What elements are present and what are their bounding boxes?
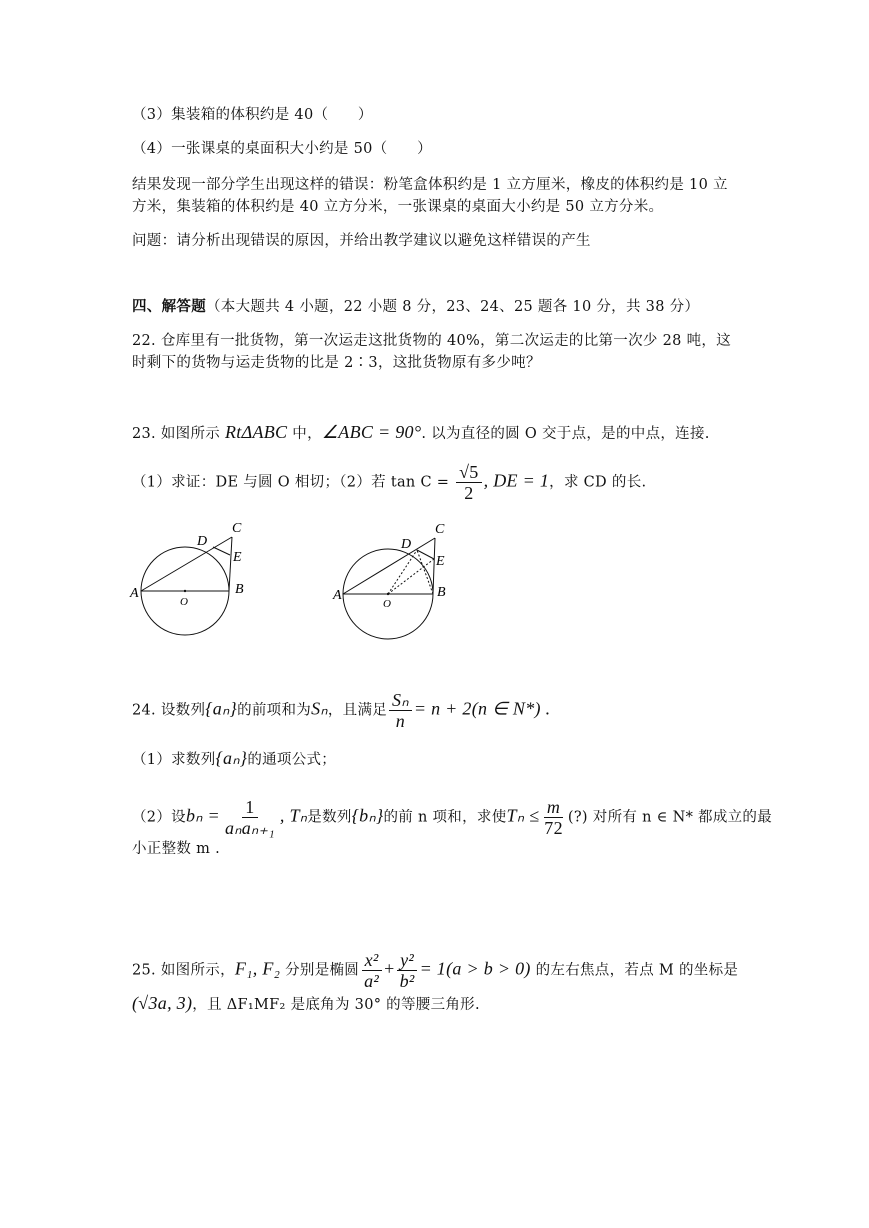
- label-A: A: [130, 586, 139, 601]
- q24-Tn: Tₙ ≤: [506, 805, 540, 826]
- q24-seq: {aₙ}: [205, 698, 238, 719]
- label-B: B: [437, 585, 446, 600]
- q23-num: 23. 如图所示: [132, 426, 221, 442]
- q23-part1: （1）求证：DE 与圆 O 相切；（2）若 tan C =: [132, 474, 455, 491]
- q24-stem: [132, 690, 550, 731]
- section4-header: [132, 296, 699, 318]
- q25-fx-num: x²: [362, 950, 382, 971]
- q24-Tn-def: , Tₙ: [279, 805, 308, 826]
- q24-bseq: {bₙ}: [351, 805, 384, 826]
- q23-stem: [132, 421, 710, 445]
- q24-p2c: 是数列: [307, 809, 352, 826]
- label-C: C: [435, 522, 445, 537]
- q25-line1: [132, 950, 738, 991]
- q25-line2: [132, 992, 480, 1016]
- q24-eq: = n + 2(n ∈ N*) .: [413, 698, 551, 719]
- q24-line1a: 24. 设数列: [132, 702, 206, 719]
- q24-bn-fraction: [222, 797, 278, 838]
- q25-fy-num: y²: [397, 950, 417, 971]
- q25-plus: +: [384, 958, 395, 979]
- q24-line1c: ，且满足: [327, 702, 388, 719]
- q24-p1b: 的通项公式；: [247, 752, 337, 768]
- label-C: C: [232, 521, 242, 536]
- q23-parts: [132, 462, 646, 503]
- q23-frac-den: 2: [464, 483, 474, 503]
- label-E: E: [233, 550, 242, 565]
- q24-p2e: (?) 对所有 n ∈ N* 都成立的最: [567, 809, 773, 826]
- q25-line2c: 是底角为 30° 的等腰三角形.: [285, 997, 480, 1013]
- q25-b: 分别是椭圆: [280, 962, 360, 979]
- q24-part2: [132, 797, 772, 838]
- q24-seq2: {aₙ}: [215, 748, 248, 768]
- label-E: E: [436, 554, 445, 569]
- q24-bn: bₙ =: [185, 805, 220, 826]
- q23-rest: . 以为直径的圆 O 交于点，是的中点，连接.: [421, 426, 710, 442]
- section4-desc: （本大题共 4 小题，22 小题 8 分，23、24、25 题各 10 分，共 38 分）: [206, 299, 700, 315]
- q25-c: 的左右焦点，若点 M 的坐标是: [530, 962, 739, 979]
- q23-angle: ∠ABC = 90°: [321, 422, 422, 442]
- q21-result-line2: 方米，集装箱的体积约是 40 立方分米，一张课桌的桌面大小约是 50 立方分米。: [132, 199, 664, 215]
- label-D: D: [197, 534, 208, 549]
- q23-triangle: RtΔABC: [225, 422, 288, 442]
- section4-title: 四、解答题: [132, 298, 206, 315]
- q23-figure-right: [325, 515, 465, 640]
- q24-frac3-den: 72: [544, 818, 563, 838]
- q25-y-fraction: [397, 950, 418, 991]
- q24-m-fraction: [541, 797, 566, 838]
- q24-line1b: 的前项和为: [237, 702, 312, 719]
- q25-line2b: ，且 ΔF₁MF₂: [192, 997, 286, 1013]
- q24-frac-num: Sₙ: [389, 690, 412, 711]
- q25-fy-den: b²: [399, 971, 415, 991]
- q24-frac2-den: aₙaₙ₊₁: [224, 818, 275, 838]
- q24-p2d: 的前 n 项和，求使: [383, 809, 507, 826]
- q21-result-line1: 结果发现一部分学生出现这样的错误：粉笔盒体积约是 1 立方厘米，橡皮的体积约是 10 立: [132, 177, 728, 193]
- q25-point: (√3a, 3): [132, 993, 193, 1013]
- q21-item3: （3）集装箱的体积约是 40（ ）: [132, 107, 373, 123]
- q25-f12: F₁, F₂: [234, 958, 281, 979]
- label-O: O: [383, 598, 391, 610]
- q23-mid: 中，: [287, 426, 322, 442]
- label-A: A: [333, 588, 342, 603]
- q24-p1: （1）求数列: [132, 752, 216, 768]
- q23-figure-left: [125, 515, 265, 640]
- label-D: D: [401, 537, 412, 552]
- q24-Sn: Sₙ: [311, 698, 328, 719]
- label-B: B: [235, 582, 244, 597]
- q23-de-eq: , DE = 1: [483, 470, 550, 491]
- q21-question: 问题：请分析出现错误的原因，并给出教学建议以避免这样错误的产生: [132, 233, 591, 249]
- q24-part1: [132, 747, 336, 771]
- q24-sn-fraction: [389, 690, 412, 731]
- q23-part1c: ，求 CD 的长.: [549, 474, 647, 491]
- q23-tan-fraction: [456, 462, 481, 503]
- q24-frac2-num: 1: [242, 797, 257, 818]
- q24-frac-den: n: [395, 711, 406, 731]
- q25-eq: = 1(a > b > 0): [419, 958, 531, 979]
- q24-frac3-num: m: [544, 797, 563, 818]
- q22-line2: 时剩下的货物与运走货物的比是 2∶3，这批货物原有多少吨？: [132, 355, 541, 371]
- q21-item4: （4）一张课桌的桌面积大小约是 50（ ）: [132, 141, 432, 157]
- q22-line1: 22. 仓库里有一批货物，第一次运走这批货物的 40%，第二次运走的比第一次少 28 吨，这: [132, 333, 731, 349]
- q25-x-fraction: [361, 950, 382, 991]
- q24-p2f: 小正整数 m .: [132, 841, 220, 857]
- q24-p2a: （2）设: [132, 809, 186, 826]
- q25-fx-den: a²: [364, 971, 380, 991]
- q25-a: 25. 如图所示，: [132, 962, 235, 979]
- q23-frac-num: √5: [456, 462, 481, 483]
- label-O: O: [180, 596, 188, 608]
